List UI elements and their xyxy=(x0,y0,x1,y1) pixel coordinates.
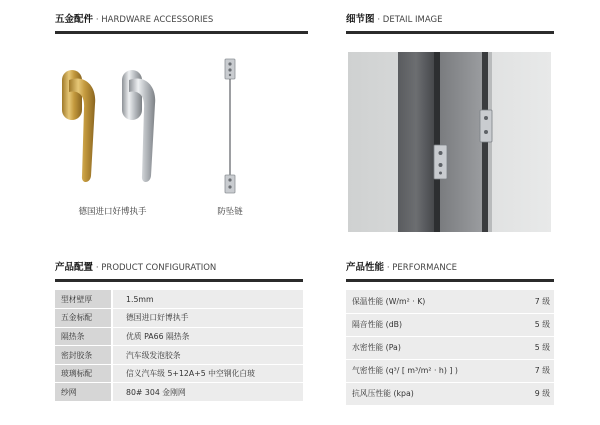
detail-section xyxy=(346,12,554,222)
config-key: 密封胶条 xyxy=(55,346,112,365)
config-key: 型材壁厚 xyxy=(55,290,112,309)
hardware-title-cn: 五金配件 xyxy=(55,14,94,25)
anti-fall-chain-label: 防坠链 xyxy=(217,207,243,217)
detail-heading-underline xyxy=(346,31,554,34)
gold-handle-icon xyxy=(62,70,95,182)
config-heading-underline xyxy=(55,279,303,282)
performance-key: 保温性能 (W/m² · K) xyxy=(346,290,514,313)
performance-title-cn: 产品性能 xyxy=(346,262,385,273)
table-row xyxy=(346,313,554,336)
performance-key: 气密性能 (q³/ [ m³/m² · h) ] ) xyxy=(346,359,514,382)
config-value: 信义汽车级 5+12A+5 中空钢化白玻 xyxy=(112,364,303,383)
config-key: 纱网 xyxy=(55,383,112,402)
hardware-heading-underline xyxy=(55,31,308,34)
detail-title-en: · DETAIL IMAGE xyxy=(377,15,443,25)
hardware-title-en: · HARDWARE ACCESSORIES xyxy=(95,15,214,25)
anti-fall-chain-icon xyxy=(215,57,245,197)
table-row xyxy=(346,359,554,382)
config-value: 1.5mm xyxy=(112,290,303,309)
handle-product xyxy=(55,64,165,199)
config-value: 汽车级发泡胶条 xyxy=(112,346,303,365)
config-title-cn: 产品配置 xyxy=(55,262,94,273)
table-row xyxy=(346,290,554,313)
silver-handle-icon xyxy=(122,70,155,182)
table-row xyxy=(55,309,303,328)
performance-title-en: · PERFORMANCE xyxy=(386,263,457,273)
config-heading xyxy=(55,260,303,276)
config-key: 五金标配 xyxy=(55,309,112,328)
detail-title-cn: 细节图 xyxy=(346,14,375,25)
performance-key: 抗风压性能 (kpa) xyxy=(346,382,514,405)
performance-value: 9 级 xyxy=(514,382,554,405)
config-section xyxy=(55,260,303,397)
config-key: 玻璃标配 xyxy=(55,364,112,383)
config-table xyxy=(55,290,303,402)
table-row xyxy=(346,336,554,359)
detail-heading xyxy=(346,12,554,28)
detail-image xyxy=(348,52,551,232)
table-row xyxy=(55,346,303,365)
anti-fall-chain-product xyxy=(215,57,245,197)
handles-image xyxy=(55,64,165,199)
performance-value: 5 级 xyxy=(514,313,554,336)
handle-label: 德国进口好博执手 xyxy=(78,207,147,217)
config-title-en: · PRODUCT CONFIGURATION xyxy=(95,263,217,273)
config-value: 优质 PA66 隔热条 xyxy=(112,327,303,346)
table-row xyxy=(55,327,303,346)
config-value: 德国进口好博执手 xyxy=(112,309,303,328)
performance-heading xyxy=(346,260,554,276)
hardware-heading xyxy=(55,12,308,28)
performance-table xyxy=(346,290,554,406)
performance-heading-underline xyxy=(346,279,554,282)
config-value: 80# 304 金刚网 xyxy=(112,383,303,402)
table-row xyxy=(55,383,303,402)
table-row xyxy=(346,382,554,405)
window-frame-detail-image xyxy=(348,52,551,232)
performance-value: 5 级 xyxy=(514,336,554,359)
performance-value: 7 级 xyxy=(514,290,554,313)
hinge-bracket-icon xyxy=(480,110,492,142)
performance-section xyxy=(346,260,554,398)
performance-key: 隔音性能 (dB) xyxy=(346,313,514,336)
table-row xyxy=(55,364,303,383)
config-key: 隔热条 xyxy=(55,327,112,346)
performance-value: 7 级 xyxy=(514,359,554,382)
performance-key: 水密性能 (Pa) xyxy=(346,336,514,359)
hinge-bracket-icon xyxy=(434,145,447,179)
table-row xyxy=(55,290,303,309)
hardware-section xyxy=(55,12,308,222)
